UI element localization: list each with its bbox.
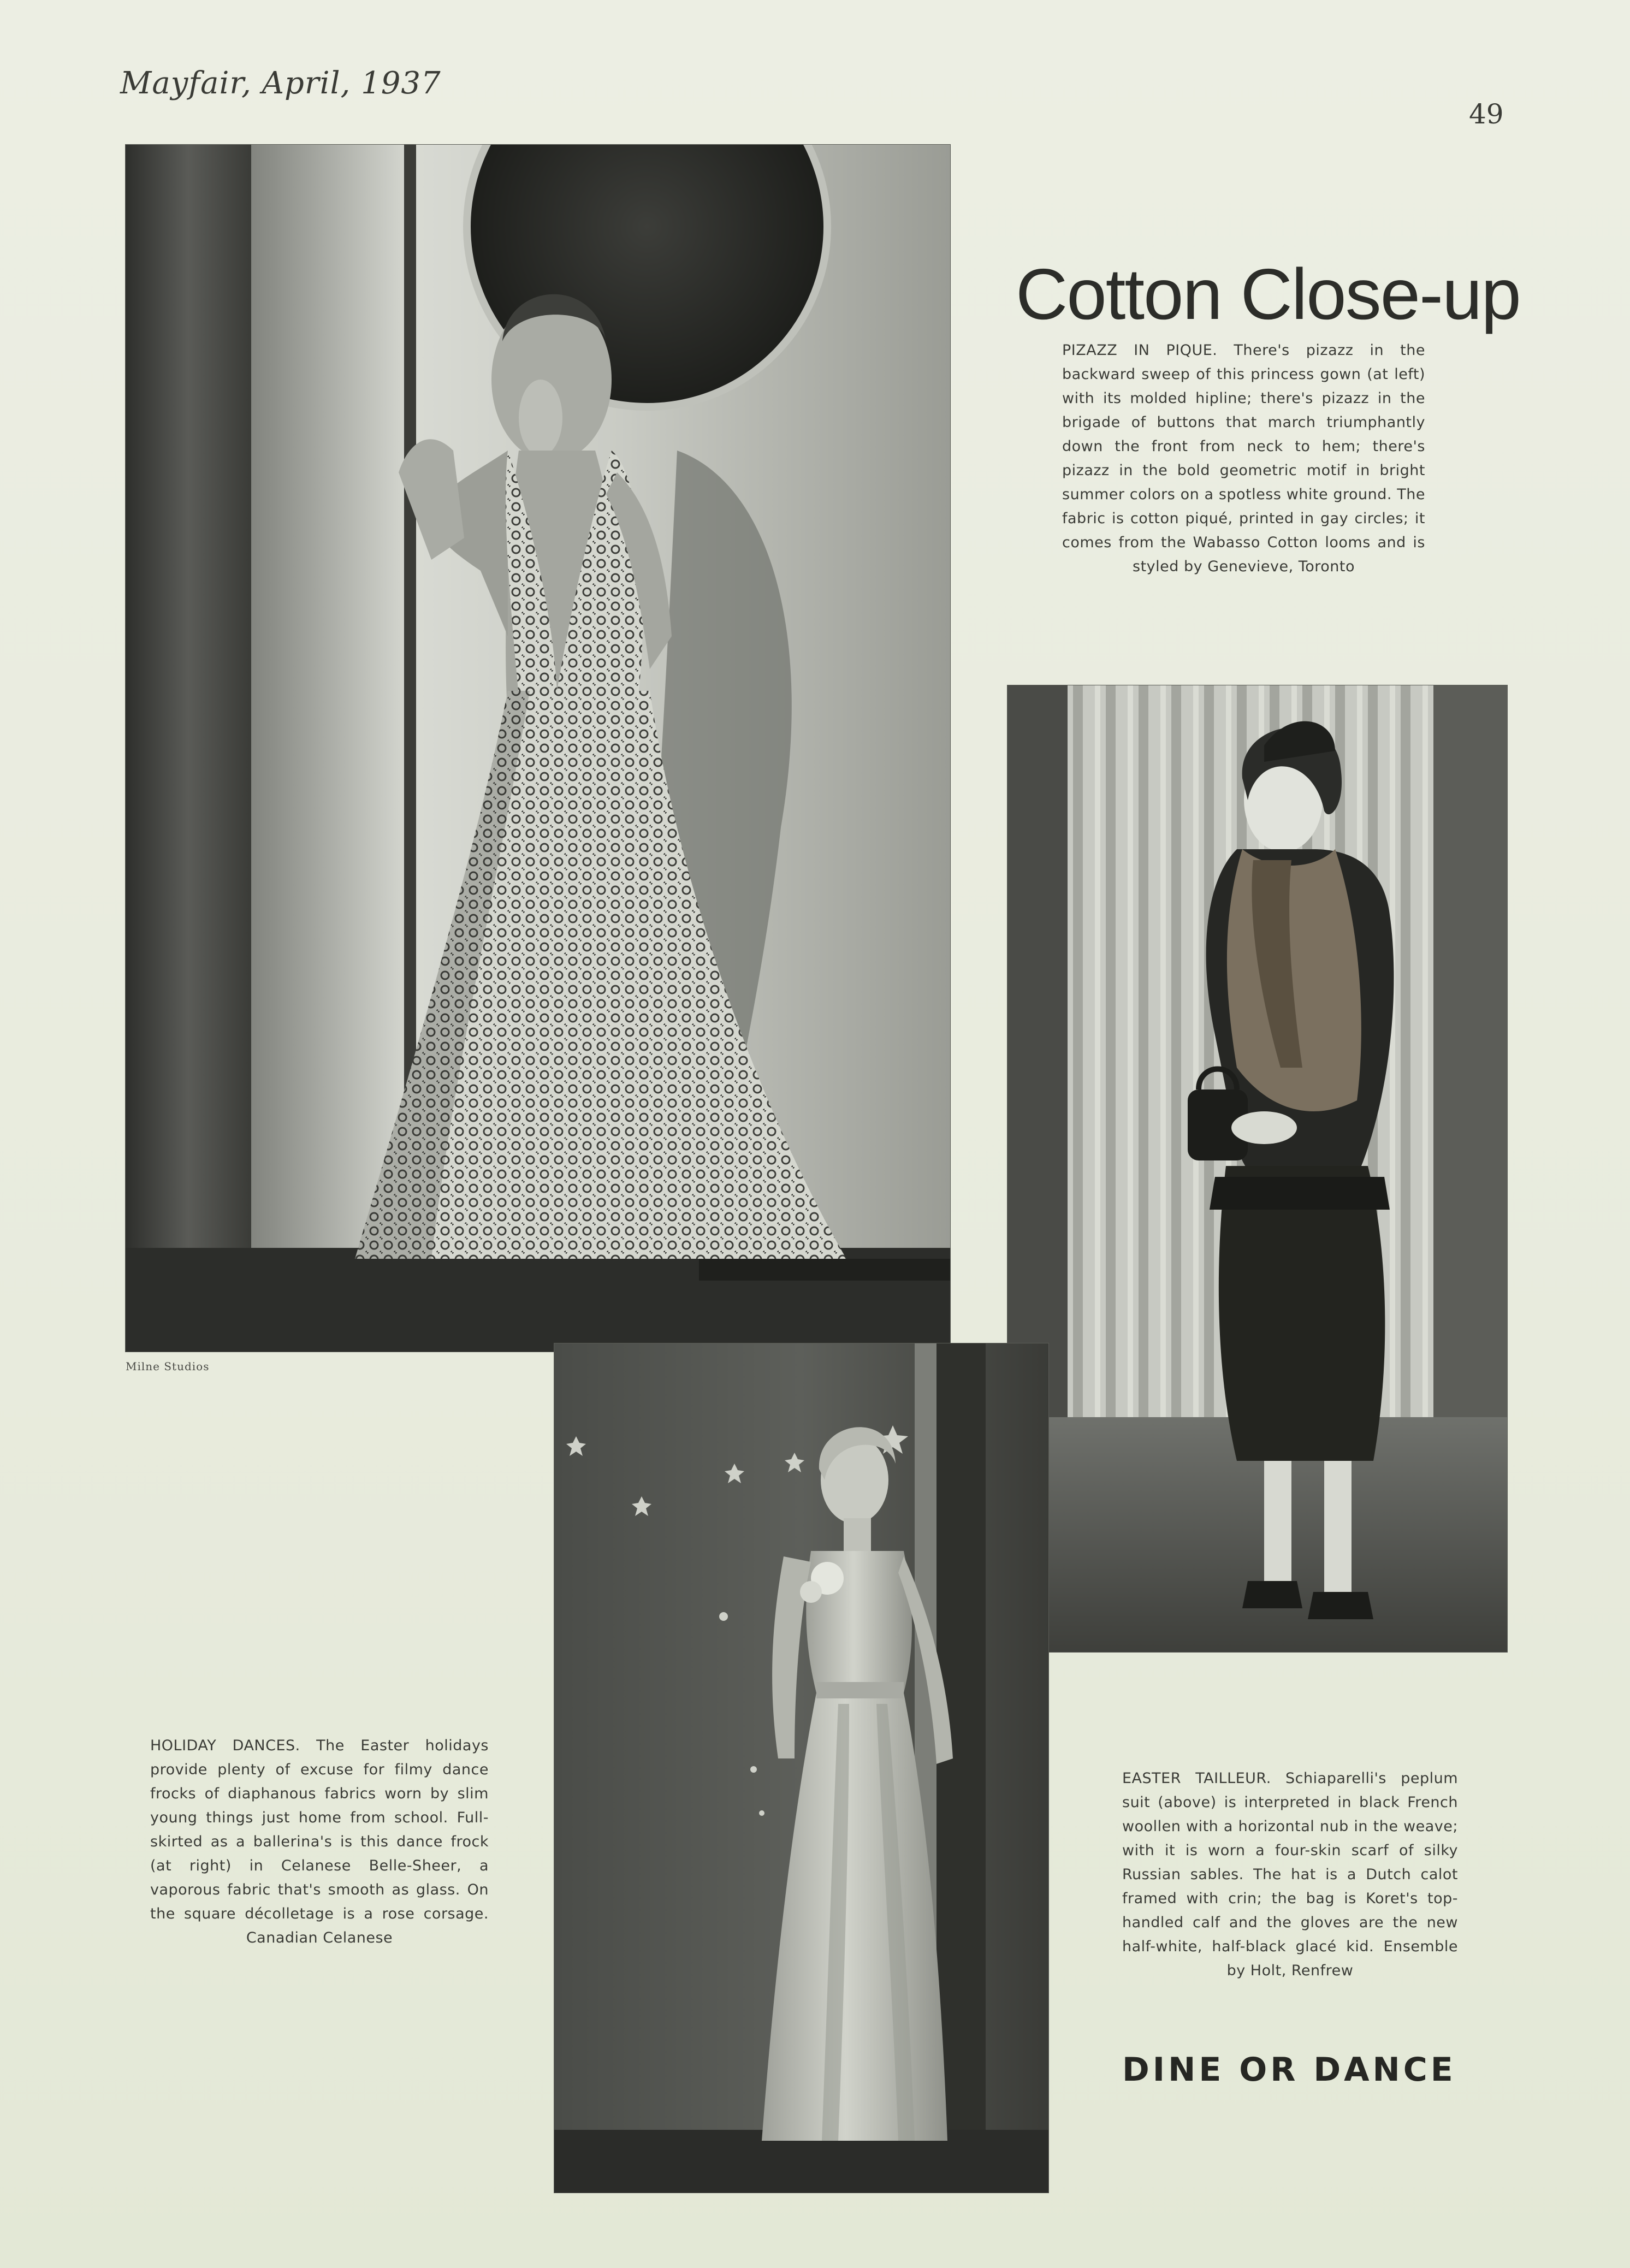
running-head: Mayfair, April, 1937 <box>120 66 441 101</box>
photo-holiday-dance <box>554 1343 1048 2193</box>
caption-lead: HOLIDAY DANCES. <box>150 1737 317 1754</box>
caption-body: There's pizazz in the backward sweep of this princess gown (at left) with its molded hipline; there's pizazz in the brigade of buttons that march triumphantly down the front from neck to hem; there's pizazz in the bold geometric motif in bright summer colors on a spotless white ground. The fabric is cotton piqué, printed in gay circles; it comes from the Wabasso Cotton looms and is styled by Genevieve, Toronto <box>1062 342 1425 575</box>
headline: Cotton Close-up <box>1016 254 1520 335</box>
caption-body: Schiaparelli's peplum suit (above) is interpreted in black French woollen with a horizontal nub in the weave; with it is worn a four-skin scarf of silky Russian sables. The hat is a Dutch calot framed with crin; the bag is Koret's top-handled calf and the gloves are the new half-white, half-black glacé kid. Ensemble by Holt, Renfrew <box>1122 1770 1459 1979</box>
caption-body: The Easter holidays provide plenty of excuse for filmy dance frocks of diaphanous fabrics worn by slim young things just home from school. Full-skirted as a ballerina's is this dance frock (at right) in Celanese Belle-Sheer, a vaporous fabric that's smooth as glass. On the square décolletage is a rose corsage. Canadian Celanese <box>150 1737 489 1946</box>
photo-credit: Milne Studios <box>126 1360 210 1373</box>
caption-holiday <box>150 1734 489 1950</box>
caption-lead: EASTER TAILLEUR. <box>1122 1770 1286 1787</box>
photo-easter-tailleur <box>1007 685 1507 1652</box>
photo-pique-gown <box>126 145 950 1352</box>
caption-pique <box>1062 339 1425 579</box>
page-number: 49 <box>1469 98 1504 130</box>
caption-easter <box>1122 1767 1458 1983</box>
pique-gown-illustration <box>126 145 950 1352</box>
caption-lead: PIZAZZ IN PIQUE. <box>1062 342 1234 359</box>
dance-frock-illustration <box>554 1343 1048 2193</box>
section-tagline: DINE OR DANCE <box>1122 2051 1456 2089</box>
tailleur-illustration <box>1007 685 1507 1652</box>
